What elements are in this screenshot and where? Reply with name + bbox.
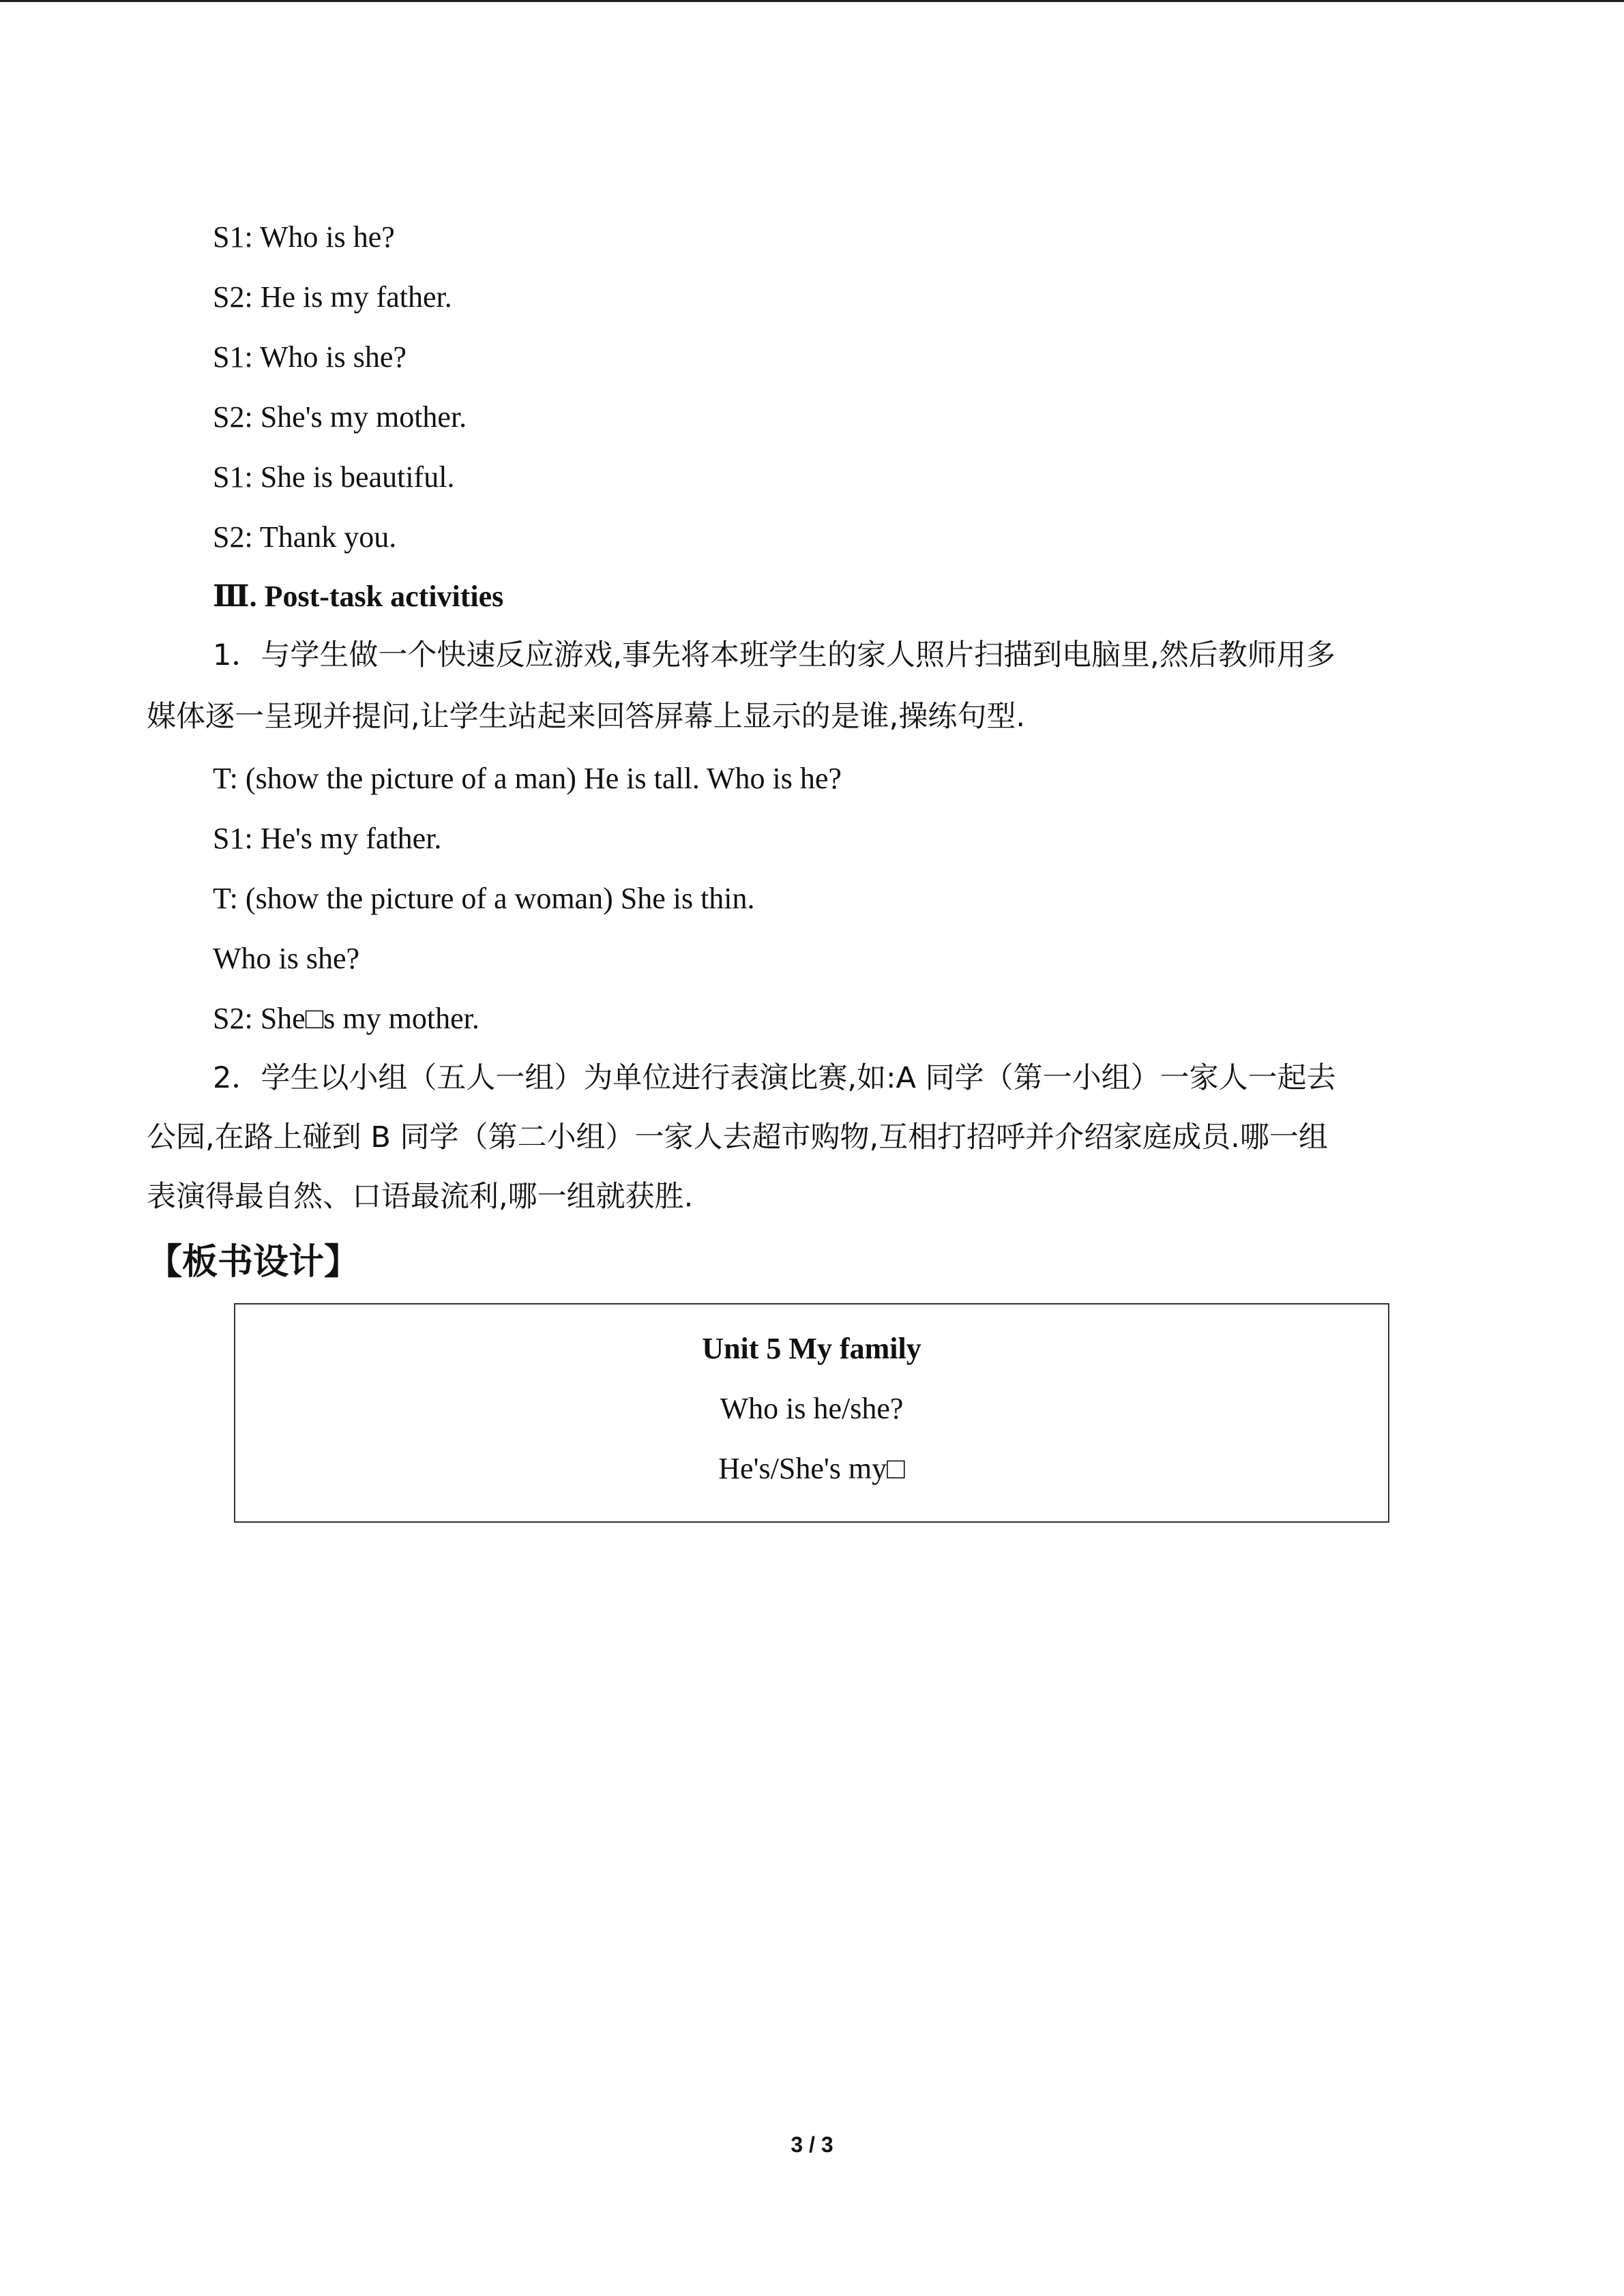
activity-text: 媒体逐一呈现并提问,让学生站起来回答屏幕上显示的是谁,操练句型. [147,700,1026,734]
activity-text: 表演得最自然、口语最流利,哪一组就获胜. [147,1180,694,1214]
dialogue-line: S2: She□s my mother. [213,1002,479,1035]
board-design-box [234,1303,1389,1523]
dialogue-line: T: (show the picture of a man) He is tall. Who is he? [213,762,842,795]
activity-text: 1．与学生做一个快速反应游戏,事先将本班学生的家人照片扫描到电脑里,然后教师用多 [213,638,1335,672]
dialogue-line: T: (show the picture of a woman) She is thin. [213,882,755,915]
dialogue-line: S2: He is my father. [213,280,452,314]
section-heading: Ⅲ. Post-task activities [213,580,504,613]
board-design-heading: 【板书设计】 [147,1242,360,1283]
dialogue-line: S1: He's my father. [213,822,442,855]
page-number: 3 / 3 [791,2132,833,2157]
board-line: Who is he/she? [720,1392,904,1425]
dialogue-line: S1: Who is he? [213,220,395,254]
board-line: He's/She's my□ [718,1452,905,1485]
dialogue-line: S2: Thank you. [213,520,397,554]
dialogue-line: S1: She is beautiful. [213,460,455,494]
dialogue-line: S1: Who is she? [213,340,407,374]
activity-text: 公园,在路上碰到 B 同学（第二小组）一家人去超市购物,互相打招呼并介绍家庭成员.哪一组 [147,1120,1328,1154]
activity-text: 2．学生以小组（五人一组）为单位进行表演比赛,如:A 同学（第一小组）一家人一起去 [213,1061,1336,1095]
top-border [0,0,1624,2]
dialogue-line: S2: She's my mother. [213,400,467,434]
dialogue-line: Who is she? [213,942,360,975]
board-title: Unit 5 My family [702,1332,921,1365]
